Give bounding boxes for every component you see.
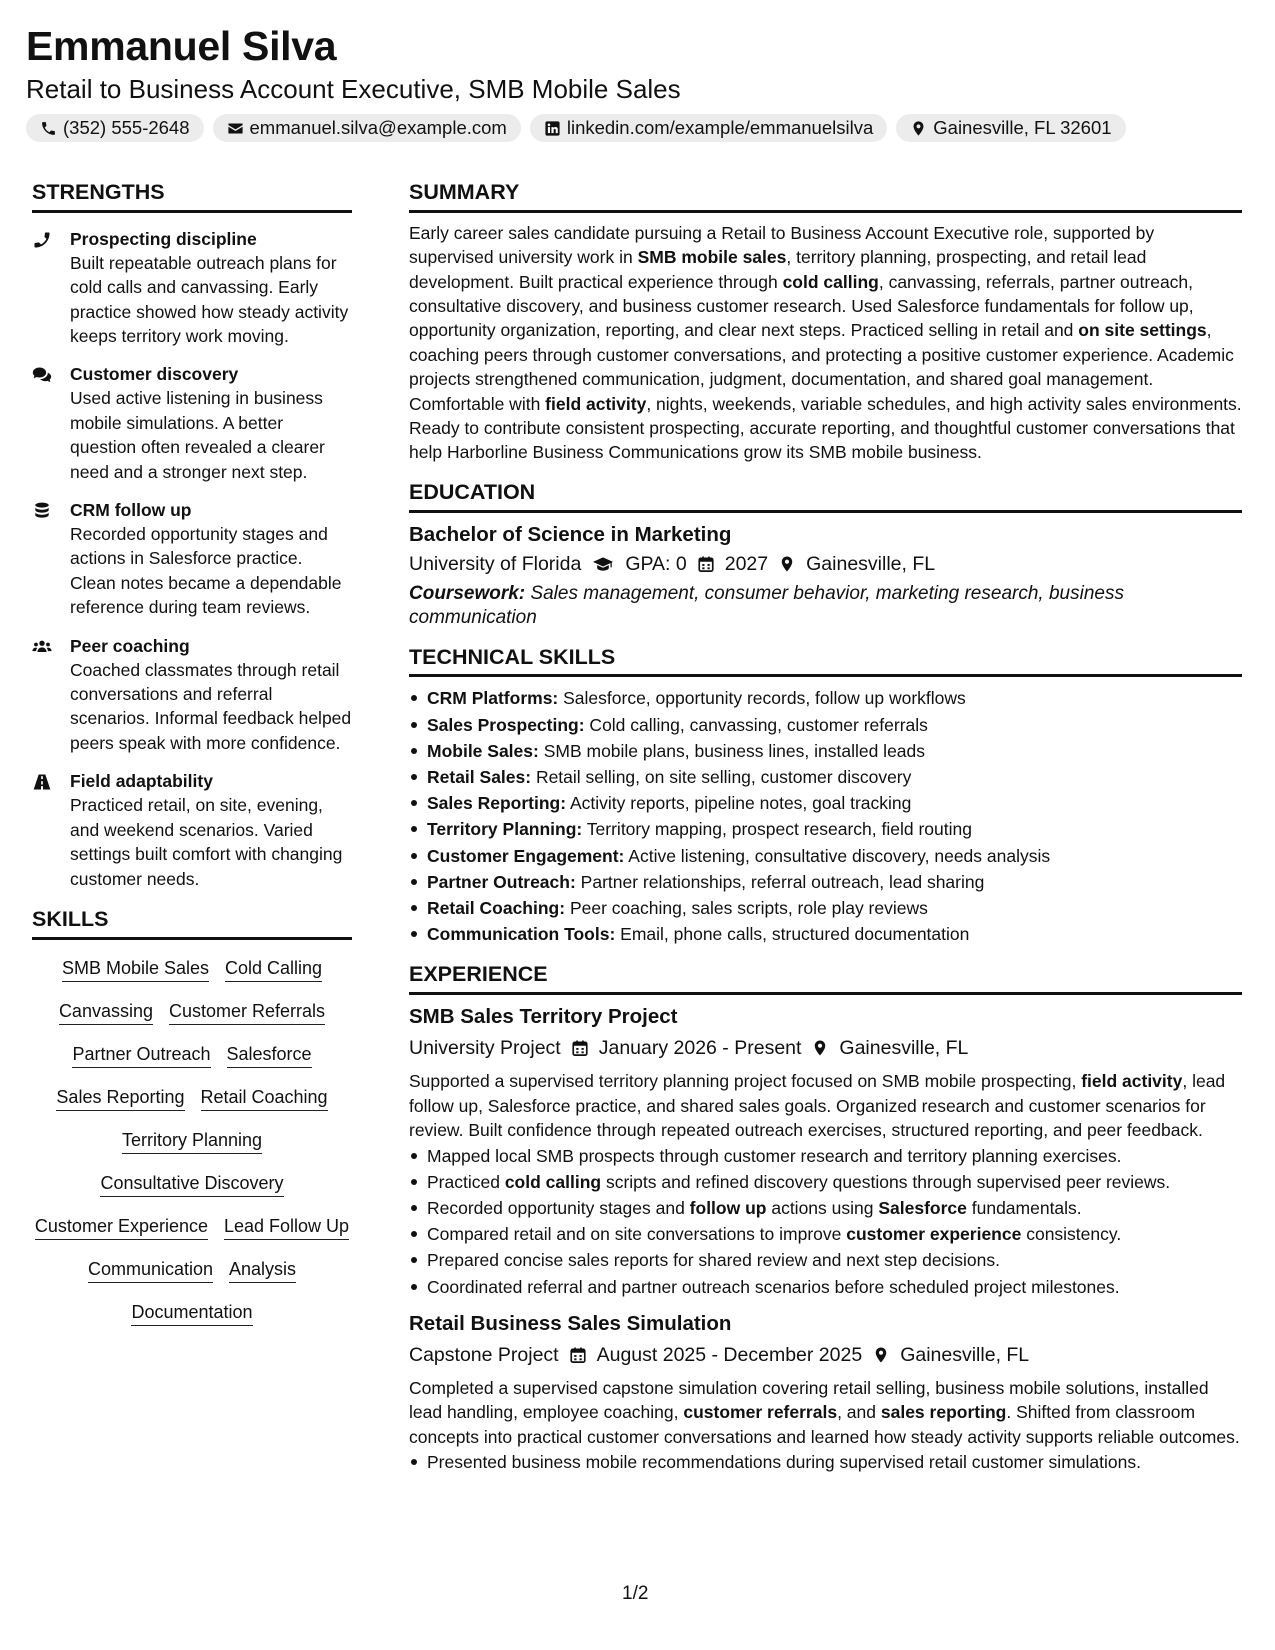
experience-meta bbox=[409, 1340, 1242, 1370]
strength-description: Practiced retail, on site, evening, and weekend scenarios. Varied settings built comfort with changing customer needs. bbox=[70, 795, 343, 889]
technical-skill-item: Customer Engagement: Active listening, consultative discovery, needs analysis bbox=[409, 843, 1242, 869]
emphasis-text: customer experience bbox=[846, 1224, 1022, 1245]
candidate-name: Emmanuel Silva bbox=[26, 23, 337, 69]
graduation-cap-icon bbox=[591, 554, 615, 574]
experience-dates: January 2026 - Present bbox=[598, 1037, 802, 1060]
strength-item bbox=[32, 362, 352, 484]
calendar-icon bbox=[569, 1346, 587, 1364]
emphasis-text: on site settings bbox=[1078, 320, 1207, 341]
left-column bbox=[32, 180, 352, 1326]
experience-bullets bbox=[409, 1449, 1242, 1475]
experience-location: Gainesville, FL bbox=[900, 1343, 1030, 1366]
comments-icon bbox=[32, 365, 52, 385]
technical-skill-item: Partner Outreach: Partner relationships, referral outreach, lead sharing bbox=[409, 869, 1242, 895]
graduation-year: 2027 bbox=[724, 552, 769, 575]
location-text: Gainesville, FL 32601 bbox=[933, 117, 1112, 138]
experience-bullet: Practiced cold calling scripts and refined discovery questions through supervised peer reviews. bbox=[409, 1169, 1242, 1195]
skill-tag: Salesforce bbox=[227, 1042, 312, 1068]
skill-tag: Customer Experience bbox=[35, 1214, 208, 1240]
technical-skill-label: Mobile Sales: bbox=[427, 740, 539, 761]
emphasis-text: cold calling bbox=[782, 271, 879, 292]
technical-skill-item: Mobile Sales: SMB mobile plans, business lines, installed leads bbox=[409, 738, 1242, 764]
technical-skill-item: CRM Platforms: Salesforce, opportunity records, follow up workflows bbox=[409, 685, 1242, 711]
technical-skill-label: CRM Platforms: bbox=[427, 688, 559, 709]
strength-description: Built repeatable outreach plans for cold calls and canvassing. Early practice showed how steady activity keeps territory work moving. bbox=[70, 252, 349, 347]
skill-tag: SMB Mobile Sales bbox=[62, 956, 209, 982]
skill-tag: Canvassing bbox=[59, 999, 153, 1025]
experience-item bbox=[409, 1310, 1242, 1475]
experience-bullet: Prepared concise sales reports for shared review and next step decisions. bbox=[409, 1247, 1242, 1273]
skill-tag: Consultative Discovery bbox=[100, 1171, 283, 1197]
technical-skill-item: Communication Tools: Email, phone calls, structured documentation bbox=[409, 921, 1242, 947]
experience-heading: EXPERIENCE bbox=[409, 962, 1242, 995]
technical-skill-label: Retail Coaching: bbox=[427, 898, 566, 919]
contact-location bbox=[896, 114, 1125, 142]
skills-list bbox=[32, 956, 352, 1326]
strength-title: Peer coaching bbox=[70, 635, 190, 656]
emphasis-text: customer referrals bbox=[683, 1402, 838, 1423]
candidate-role: Retail to Business Account Executive, SMB Mobile Sales bbox=[26, 74, 681, 104]
experience-list bbox=[409, 1003, 1242, 1475]
email-text: emmanuel.silva@example.com bbox=[249, 117, 507, 138]
technical-skills-list bbox=[409, 685, 1242, 947]
experience-summary: Supported a supervised territory planning project focused on SMB mobile prospecting, field activity, lead follow up, Salesforce practice, and shared sales goals. Organized research and customer scenarios for review. Built confidence through repeated outreach exercises, structured reporting, and peer feedback. bbox=[409, 1071, 1226, 1141]
strength-description: Recorded opportunity stages and actions in Salesforce practice. Clean notes became a dependable reference during team reviews. bbox=[70, 524, 342, 618]
contact-phone[interactable] bbox=[26, 114, 204, 142]
technical-skill-label: Communication Tools: bbox=[427, 924, 616, 945]
technical-skill-item: Sales Reporting: Activity reports, pipeline notes, goal tracking bbox=[409, 790, 1242, 816]
strength-description: Coached classmates through retail conversations and referral scenarios. Informal feedback helped peers speak with more confidence. bbox=[70, 659, 352, 753]
strength-item bbox=[32, 769, 352, 891]
strength-title: Prospecting discipline bbox=[70, 228, 257, 249]
experience-title: SMB Sales Territory Project bbox=[409, 1005, 678, 1029]
map-marker-icon bbox=[872, 1346, 890, 1364]
skill-tag: Partner Outreach bbox=[72, 1042, 210, 1068]
experience-title: Retail Business Sales Simulation bbox=[409, 1311, 732, 1335]
road-icon bbox=[32, 772, 52, 792]
experience-org: University Project bbox=[409, 1037, 561, 1060]
emphasis-text: SMB mobile sales bbox=[637, 247, 787, 268]
strength-item bbox=[32, 498, 352, 620]
coursework-label: Coursework: bbox=[409, 582, 526, 604]
map-marker-icon bbox=[811, 1039, 829, 1057]
summary-text: Early career sales candidate pursuing a Retail to Business Account Executive role, supported by supervised university work in SMB mobile sales, territory planning, prospecting, and retail lead development. Built practical experience through cold calling, canvassing, referrals, partner outreach, consultative discovery, and business customer research. Used Salesforce fundamentals for follow up, opportunity organization, reporting, and clear next steps. Practiced selling in retail and on site settings, coaching peers through customer conversations, and protecting a positive customer experience. Academic projects strengthened communication, judgment, documentation, and shared goal management. Comfortable with field activity, nights, weekends, variable schedules, and high activity sales environments. Ready to contribute consistent prospecting, accurate reporting, and thoughtful customer conversations that help Harborline Business Communications grow its SMB mobile business. bbox=[409, 222, 1242, 463]
emphasis-text: follow up bbox=[689, 1197, 767, 1218]
linkedin-text: linkedin.com/example/emmanuelsilva bbox=[566, 117, 874, 138]
calendar-icon bbox=[697, 555, 715, 573]
skill-tag: Territory Planning bbox=[122, 1128, 262, 1154]
experience-location: Gainesville, FL bbox=[839, 1037, 969, 1060]
strength-description: Used active listening in business mobile simulations. A better question often revealed a clearer need and a stronger next step. bbox=[70, 388, 325, 482]
users-icon bbox=[32, 637, 52, 657]
experience-dates: August 2025 - December 2025 bbox=[596, 1343, 863, 1366]
skills-heading: SKILLS bbox=[32, 907, 352, 940]
emphasis-text: Salesforce bbox=[878, 1197, 967, 1218]
technical-skill-label: Sales Prospecting: bbox=[427, 714, 585, 735]
experience-bullet: Presented business mobile recommendations during supervised retail customer simulations. bbox=[409, 1449, 1242, 1475]
calendar-icon bbox=[571, 1039, 589, 1057]
school-location: Gainesville, FL bbox=[806, 552, 936, 575]
education-section bbox=[409, 480, 1242, 630]
experience-item bbox=[409, 1003, 1242, 1299]
experience-bullet: Coordinated referral and partner outreach scenarios before scheduled project milestones. bbox=[409, 1274, 1242, 1300]
emphasis-text: cold calling bbox=[504, 1171, 602, 1192]
skill-tag: Customer Referrals bbox=[169, 999, 325, 1025]
emphasis-text: sales reporting bbox=[880, 1402, 1007, 1423]
map-marker-icon bbox=[778, 555, 796, 573]
contact-bar bbox=[26, 114, 1126, 142]
strength-title: CRM follow up bbox=[70, 500, 192, 521]
technical-skill-item: Retail Sales: Retail selling, on site selling, customer discovery bbox=[409, 764, 1242, 790]
phone-text: (352) 555-2648 bbox=[63, 117, 190, 138]
skill-tag: Communication bbox=[88, 1257, 213, 1283]
contact-linkedin[interactable] bbox=[530, 114, 887, 142]
technical-skill-label: Territory Planning: bbox=[427, 819, 583, 840]
coursework bbox=[409, 582, 1242, 630]
strengths-heading: STRENGTHS bbox=[32, 180, 352, 213]
phone-icon bbox=[40, 120, 57, 137]
technical-skill-label: Sales Reporting: bbox=[427, 793, 567, 814]
experience-section bbox=[409, 962, 1242, 1475]
strength-item bbox=[32, 227, 352, 349]
technical-skill-item: Sales Prospecting: Cold calling, canvassing, customer referrals bbox=[409, 712, 1242, 738]
page-number: 1/2 bbox=[622, 1583, 649, 1604]
technical-skills-section bbox=[409, 645, 1242, 948]
skill-tag: Analysis bbox=[229, 1257, 296, 1283]
skill-tag: Sales Reporting bbox=[56, 1085, 184, 1111]
technical-skill-label: Retail Sales: bbox=[427, 767, 532, 788]
education-heading: EDUCATION bbox=[409, 480, 1242, 513]
phone-icon bbox=[32, 230, 52, 250]
skill-tag: Retail Coaching bbox=[201, 1085, 328, 1111]
gpa-text: GPA: 0 bbox=[625, 552, 687, 575]
summary-section bbox=[409, 180, 1242, 465]
coursework-list: Sales management, consumer behavior, marketing research, business communication bbox=[409, 582, 1124, 628]
contact-email[interactable] bbox=[213, 114, 521, 142]
experience-bullet: Mapped local SMB prospects through customer research and territory planning exercises. bbox=[409, 1143, 1242, 1169]
linkedin-icon bbox=[544, 120, 561, 137]
experience-summary: Completed a supervised capstone simulation covering retail selling, business mobile solutions, installed lead handling, employee coaching, customer referrals, and sales reporting. Shifted from classroom concepts into practical customer conversations and learned how steady activity supports reliable outcomes. bbox=[409, 1377, 1240, 1447]
database-icon bbox=[32, 501, 52, 521]
experience-bullet: Compared retail and on site conversations to improve customer experience consistency. bbox=[409, 1221, 1242, 1247]
strength-title: Customer discovery bbox=[70, 364, 239, 385]
school-name: University of Florida bbox=[409, 552, 582, 575]
summary-heading: SUMMARY bbox=[409, 180, 1242, 213]
skill-tag: Lead Follow Up bbox=[224, 1214, 349, 1240]
technical-skill-label: Partner Outreach: bbox=[427, 871, 576, 892]
technical-skill-item: Territory Planning: Territory mapping, prospect research, field routing bbox=[409, 816, 1242, 842]
envelope-icon bbox=[227, 120, 244, 137]
right-column bbox=[409, 180, 1242, 1490]
strength-item bbox=[32, 634, 352, 756]
skill-tag: Cold Calling bbox=[225, 956, 322, 982]
experience-bullet: Recorded opportunity stages and follow up actions using Salesforce fundamentals. bbox=[409, 1195, 1242, 1221]
experience-bullets bbox=[409, 1143, 1242, 1300]
technical-skill-item: Retail Coaching: Peer coaching, sales scripts, role play reviews bbox=[409, 895, 1242, 921]
degree-title: Bachelor of Science in Marketing bbox=[409, 522, 732, 546]
emphasis-text: field activity bbox=[545, 393, 647, 414]
education-meta bbox=[409, 549, 1242, 579]
technical-skills-heading: TECHNICAL SKILLS bbox=[409, 645, 1242, 678]
skill-tag: Documentation bbox=[131, 1300, 252, 1326]
technical-skill-label: Customer Engagement: bbox=[427, 845, 625, 866]
emphasis-text: field activity bbox=[1081, 1071, 1183, 1092]
strength-title: Field adaptability bbox=[70, 771, 213, 792]
experience-org: Capstone Project bbox=[409, 1343, 559, 1366]
map-marker-icon bbox=[910, 120, 927, 137]
experience-meta bbox=[409, 1033, 1242, 1063]
